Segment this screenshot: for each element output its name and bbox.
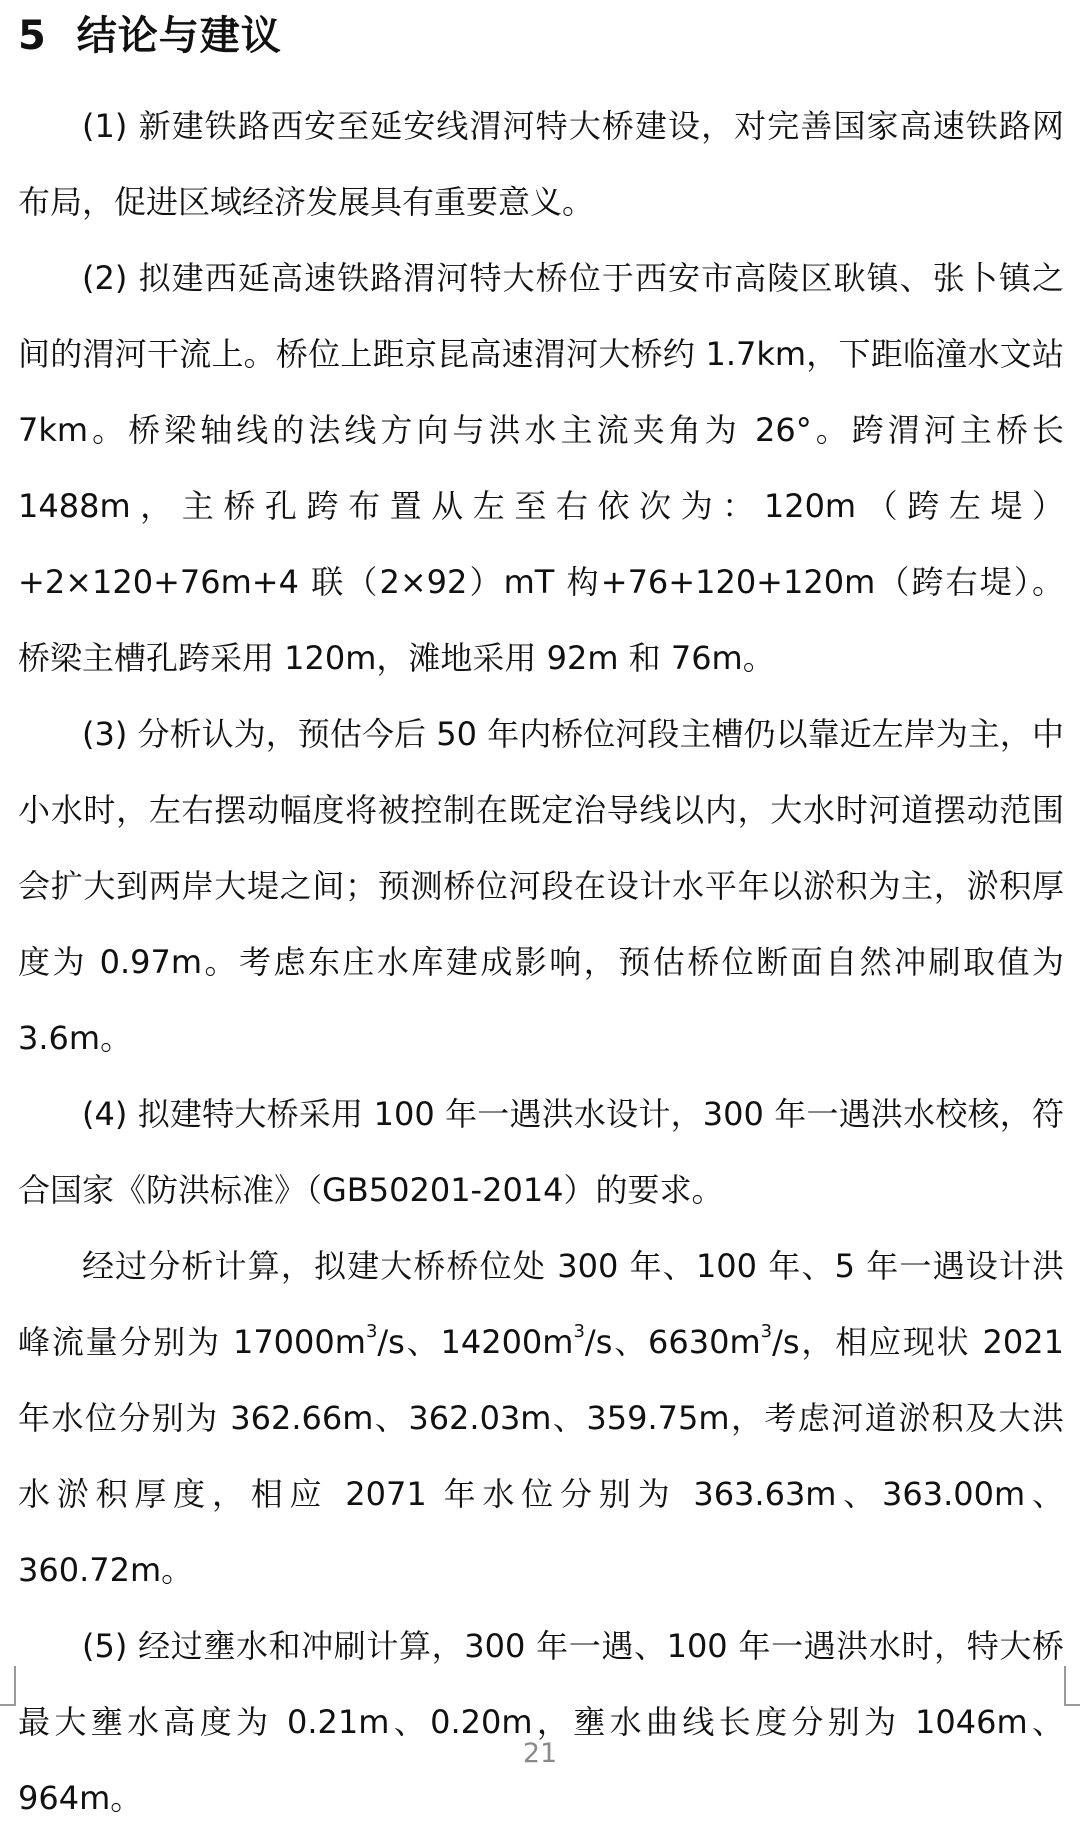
section-number: 5 — [18, 13, 47, 59]
flow-text-part1: 经过分析计算，拟建大桥桥位处 300 年、100 年、5 年一遇设计洪峰流量分别为 17000m — [18, 1247, 1064, 1361]
flow-superscript-2: 3 — [573, 1321, 585, 1343]
crop-mark-left — [0, 1666, 16, 1706]
flow-superscript-3: 3 — [760, 1321, 773, 1343]
paragraph-1: (1) 新建铁路西安至延安线渭河特大桥建设，对完善国家高速铁路网布局，促进区域经济发展具有重要意义。 — [18, 107, 1064, 221]
flow-text-part2: /s、14200m — [377, 1323, 574, 1361]
page-number: 21 — [522, 1738, 558, 1769]
paragraph-2: (2) 拟建西延高速铁路渭河特大桥位于西安市高陵区耿镇、张卜镇之间的渭河干流上。桥位上距京昆高速渭河大桥约 1.7km，下距临潼水文站 7km。桥梁轴线的法线方向与洪水主流夹角为 26°。跨渭河主桥长 1488m，主桥孔跨布置从左至右依次为：120m（跨左堤）+2×120+76m+4 联（2×92）mT 构+76+120+120m（跨右堤）。桥梁主槽孔跨采用 120m，滩地采用 92m 和 76m。 — [18, 259, 1064, 677]
section-title: 结论与建议 — [76, 13, 282, 59]
flow-text-part4: /s，相应现状 2021 年水位分别为 362.66m、362.03m、359.75m，考虑河道淤积及大洪水淤积厚度，相应 2071 年水位分别为 363.63m、363.00m、360.72m。 — [18, 1323, 1064, 1589]
flow-superscript-1: 3 — [365, 1321, 378, 1343]
paragraph-4: (4) 拟建特大桥采用 100 年一遇洪水设计，300 年一遇洪水校核，符合国家《防洪标准》（GB50201-2014）的要求。 — [18, 1095, 1064, 1209]
paragraph-5: (5) 经过壅水和冲刷计算，300 年一遇、100 年一遇洪水时，特大桥最大壅水高度为 0.21m、0.20m，壅水曲线长度分别为 1046m、964m。 — [18, 1627, 1064, 1817]
paragraph-flow-results — [18, 1228, 1064, 1608]
crop-mark-right — [1064, 1666, 1080, 1706]
paragraph-3: (3) 分析认为，预估今后 50 年内桥位河段主槽仍以靠近左岸为主，中小水时，左右摆动幅度将被控制在既定治导线以内，大水时河道摆动范围会扩大到两岸大堤之间；预测桥位河段在设计水平年以淤积为主，淤积厚度为 0.97m。考虑东庄水库建成影响，预估桥位断面自然冲刷取值为 3.6m。 — [18, 715, 1064, 1057]
flow-text-part3: /s、6630m — [584, 1323, 761, 1361]
body-text — [18, 88, 1064, 1836]
section-heading — [18, 4, 282, 61]
